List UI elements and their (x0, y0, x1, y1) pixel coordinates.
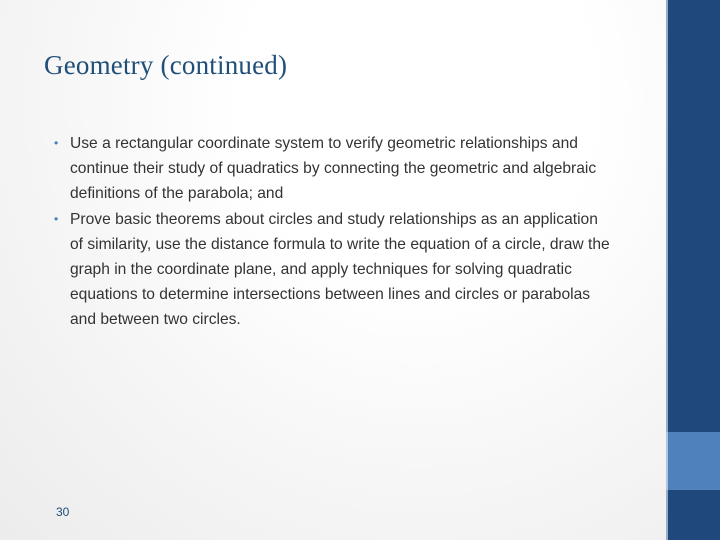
bullet-text: Use a rectangular coordinate system to verify geometric relationships and continue their study of quadratics by connecting the geometric and algebraic definitions of the parabola; and (70, 135, 597, 203)
side-bar-light-segment (666, 432, 720, 490)
bullet-dot-icon: • (54, 211, 59, 226)
side-accent-bar (666, 0, 720, 540)
page-number: 30 (56, 505, 70, 519)
side-bar-edge (666, 0, 668, 540)
bullet-text: Prove basic theorems about circles and study relationships as an application of similarity, use the distance formula to write the equation of a circle, draw the graph in the coordinate plane, and apply techniques for solving quadratic equations to determine intersections between lines and circles or parabolas and between two circles. (70, 210, 610, 329)
bullet-item (52, 131, 612, 207)
side-bar-dark-segment (666, 0, 720, 432)
bullet-list (52, 131, 612, 333)
side-bar-dark-segment (666, 490, 720, 540)
slide-title: Geometry (continued) (44, 50, 288, 80)
bullet-item (52, 207, 612, 333)
bullet-dot-icon: • (54, 136, 59, 150)
